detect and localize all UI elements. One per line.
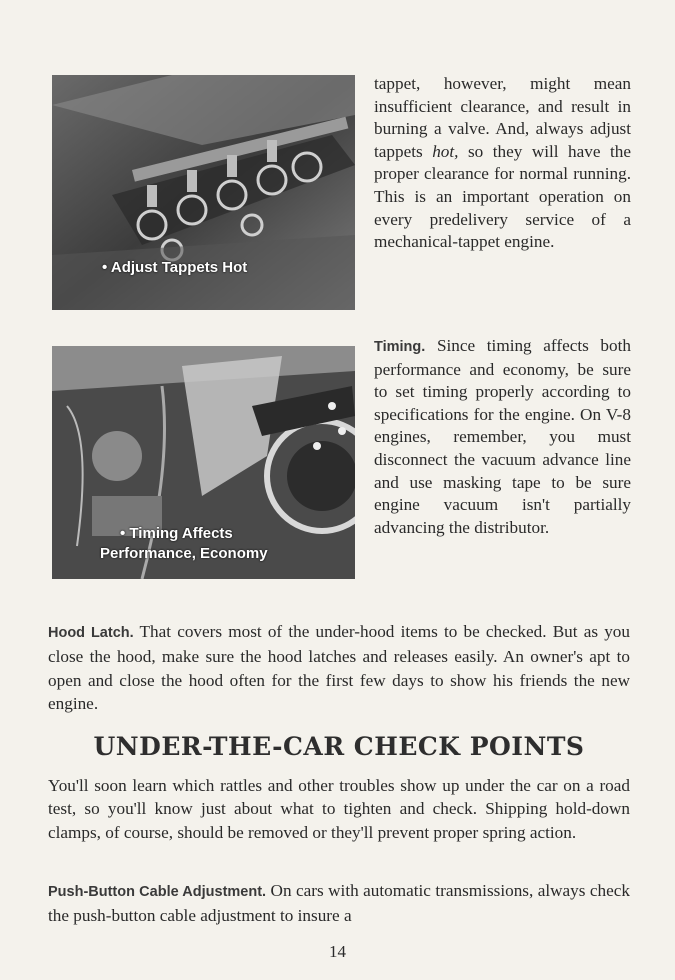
under-car-paragraph	[48, 774, 630, 844]
hood-latch-text: That covers most of the under-hood items to be checked. But as you close the hood, make sure the hood latches and releases easily. An owner's apt to open and close the hood often for the first few days to show his friends the new engine.	[48, 622, 630, 714]
timing-heading: Timing.	[374, 339, 426, 355]
hood-latch-paragraph	[48, 620, 630, 716]
tappets-text-end: so they will have the proper clearance for normal running. This is an important operation on every predelivery service of a mechanical-tappet engine.	[374, 141, 631, 252]
tappets-photo	[52, 75, 355, 310]
timing-paragraph	[374, 335, 631, 539]
tappets-text: tappet, however, might mean insufficient clearance, and result in burning a valve. And, always adjust tappets	[374, 74, 631, 161]
section-title: UNDER-THE-CAR CHECK POINTS	[93, 732, 585, 761]
push-button-heading: Push-Button Cable Adjustment.	[48, 884, 267, 900]
timing-text: Since timing affects both performance and economy, be sure to set timing properly according to specifications for the engine. On V-8 engines, remember, you must disconnect the vacuum advance line and use masking tape to be sure engine vacuum isn't partially advancing the distributor.	[374, 336, 631, 537]
timing-photo-caption-line1: • Timing Affects	[120, 525, 233, 542]
push-button-text: On cars with automatic transmissions, always check the push-button cable adjustment to insure a	[48, 881, 630, 926]
push-button-paragraph	[48, 879, 630, 928]
timing-photo-caption-line2: Performance, Economy	[100, 545, 268, 562]
under-car-text: You'll soon learn which rattles and other troubles show up under the car on a road test, so you'll know just about what to tighten and check. Shipping hold-down clamps, of course, should be removed or they'll prevent proper spring action.	[48, 776, 630, 842]
hood-latch-heading: Hood Latch.	[48, 625, 134, 641]
tappets-paragraph	[374, 73, 631, 254]
tappets-emphasis: hot,	[432, 141, 459, 161]
page-number: 14	[329, 942, 346, 961]
tappets-photo-caption: • Adjust Tappets Hot	[102, 259, 248, 276]
timing-photo	[52, 346, 355, 579]
